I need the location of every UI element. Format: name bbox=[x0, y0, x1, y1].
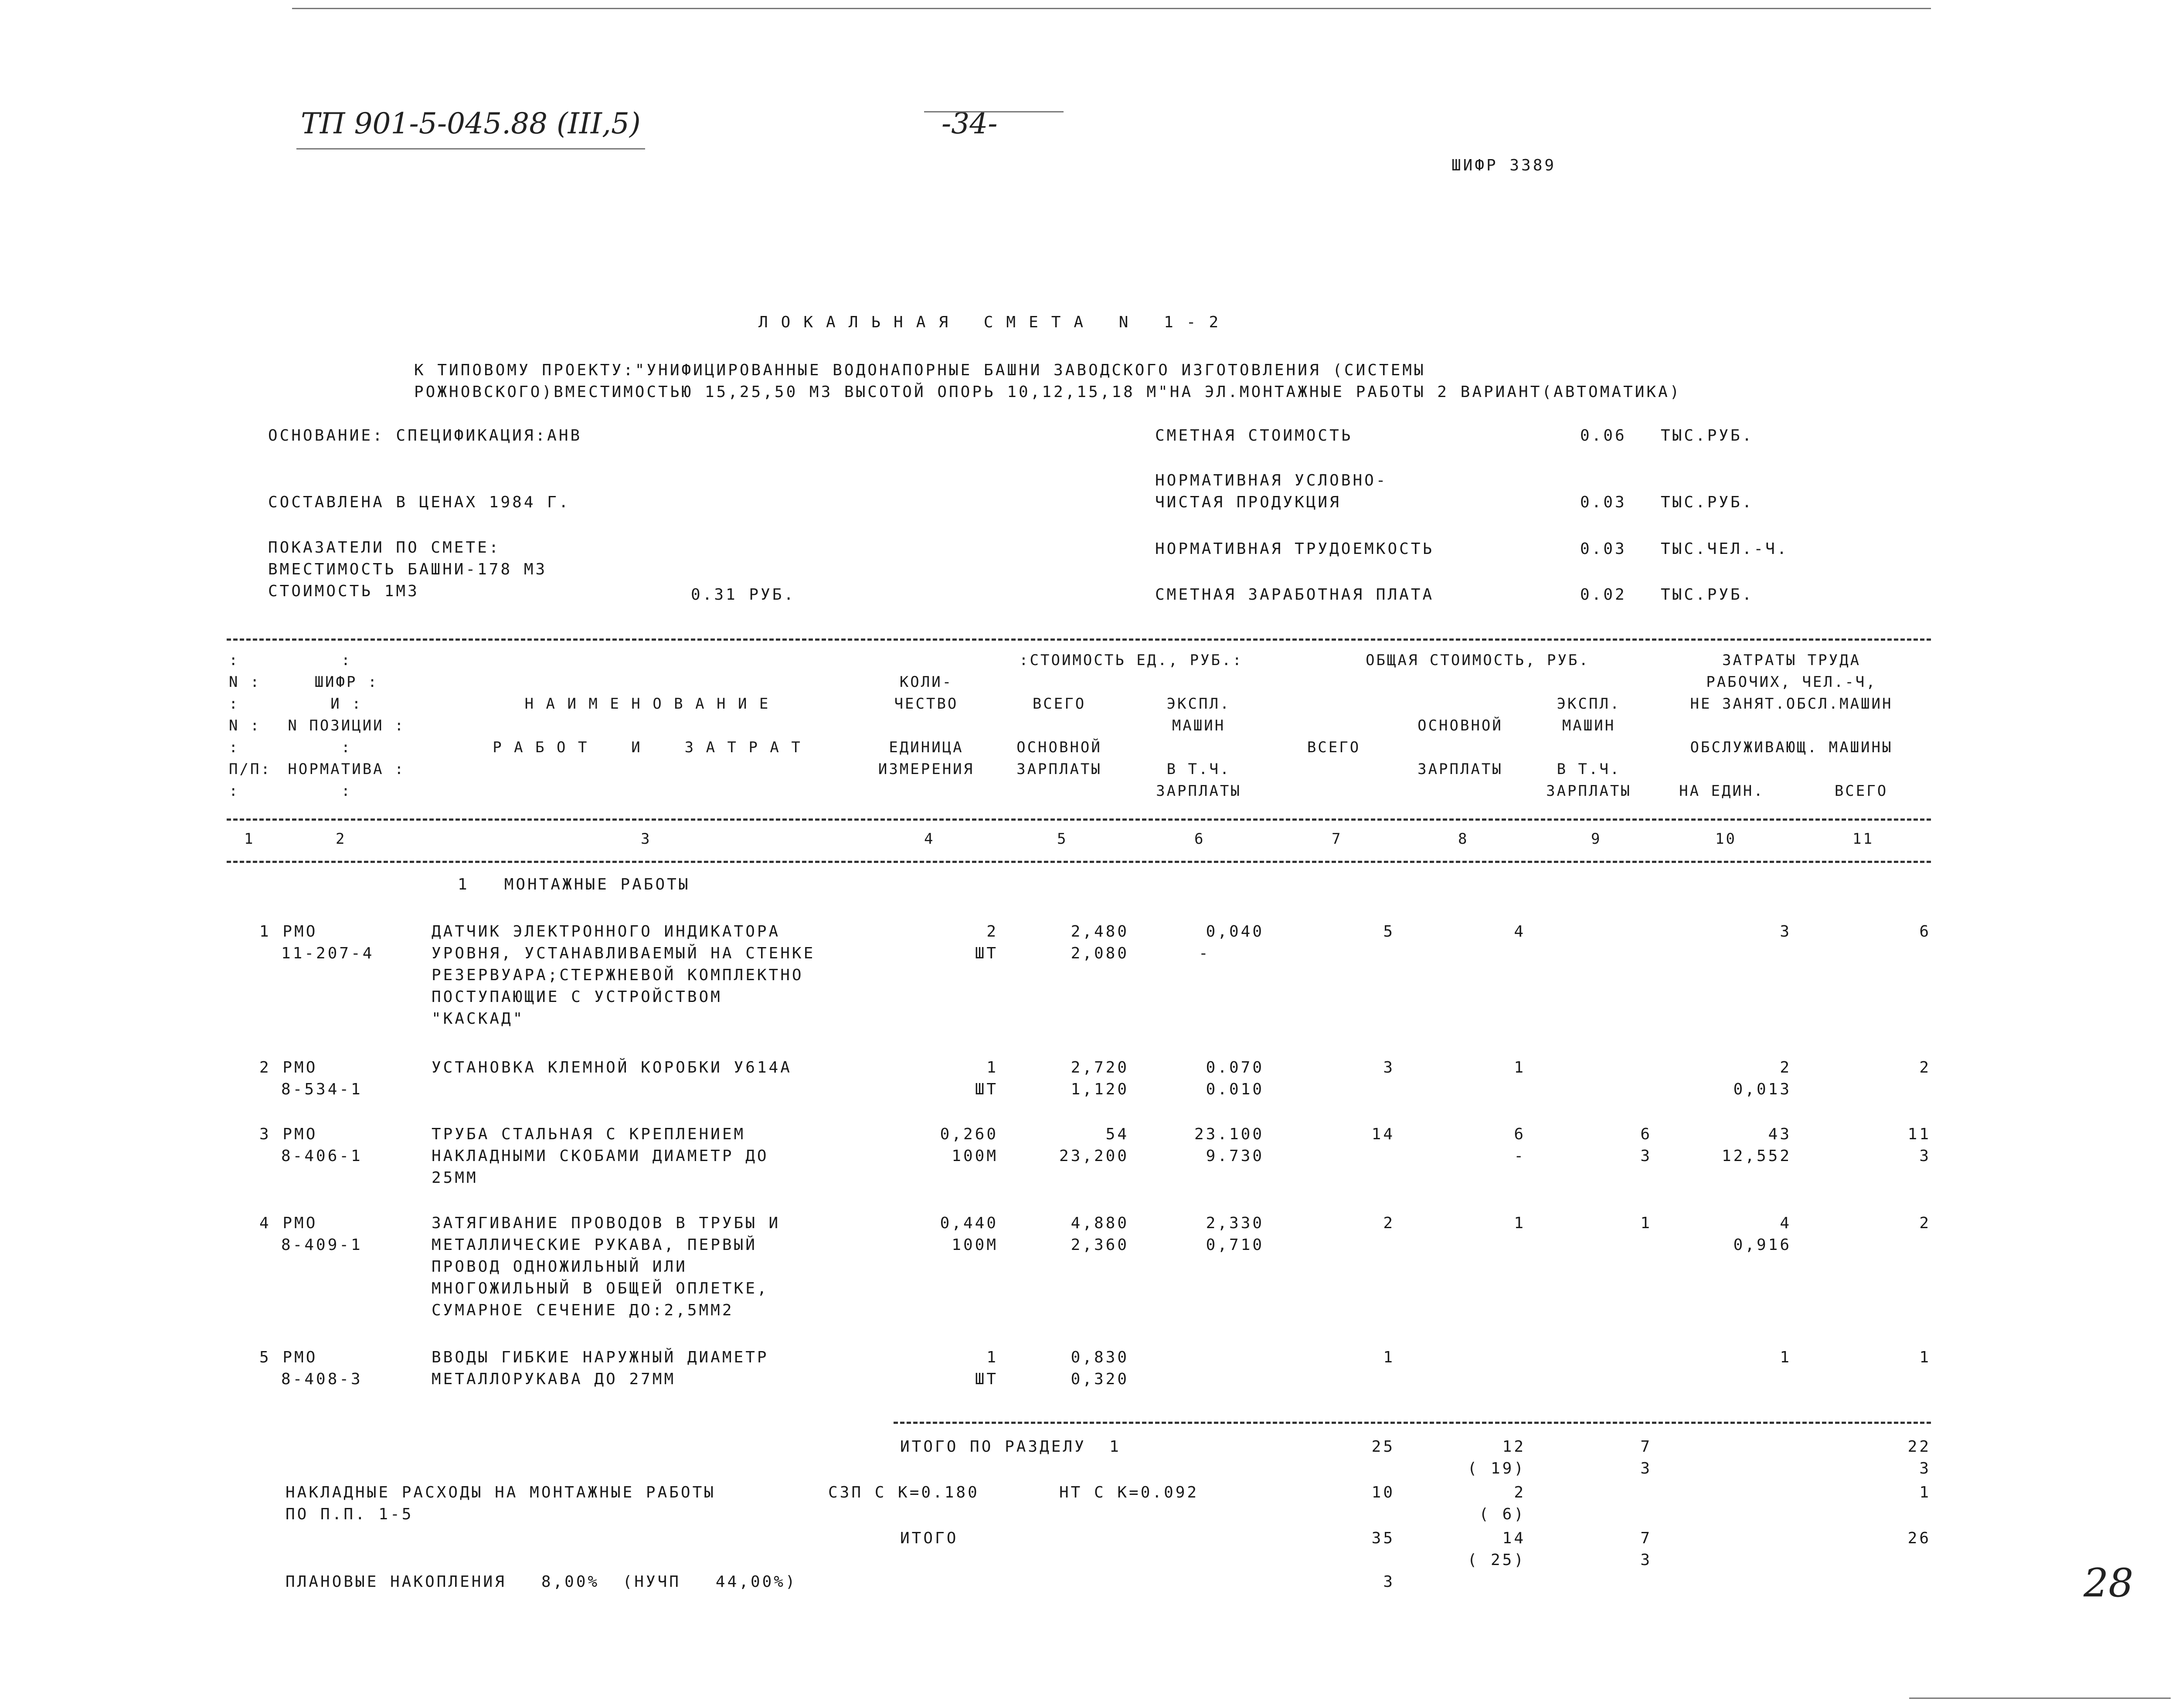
section-total-c7: 25 bbox=[1371, 1438, 1395, 1456]
cell-c11a: 11 bbox=[1907, 1125, 1931, 1143]
cell-c5b: 23,200 bbox=[1059, 1147, 1129, 1165]
cell-c6a: 0,040 bbox=[1206, 923, 1264, 941]
cost-per-m3-label: СТОИМОСТЬ 1М3 bbox=[268, 582, 419, 600]
cell-c5b: 2,080 bbox=[1071, 944, 1129, 962]
cell-c10a: 3 bbox=[1780, 923, 1791, 941]
row-name: УСТАНОВКА КЛЕМНОЙ КОРОБКИ У614А bbox=[432, 1059, 792, 1076]
cell-c8: 4 bbox=[1514, 923, 1526, 941]
row-qty: 2 bbox=[986, 923, 998, 941]
overhead-c8a: 2 bbox=[1514, 1484, 1526, 1501]
col-number: 9 bbox=[1591, 830, 1602, 848]
row-number: 2 РМО bbox=[259, 1059, 318, 1076]
cell-c5a: 54 bbox=[1105, 1125, 1129, 1143]
row-name: ТРУБА СТАЛЬНАЯ С КРЕПЛЕНИЕМ НАКЛАДНЫМИ СКОБАМИ ДИАМЕТР ДО 25ММ bbox=[432, 1125, 769, 1187]
summary-unit: ТЫС.ЧЕЛ.-Ч. bbox=[1661, 540, 1789, 558]
section-total-c8a: 12 bbox=[1502, 1438, 1526, 1456]
cell-c11a: 6 bbox=[1919, 923, 1931, 941]
header-col10: НА ЕДИН. bbox=[1679, 782, 1764, 800]
section-total-c9a: 7 bbox=[1640, 1438, 1652, 1456]
planned-savings-label: ПЛАНОВЫЕ НАКОПЛЕНИЯ 8,00% (НУЧП 44,00%) bbox=[286, 1573, 797, 1591]
cell-c11a: 1 bbox=[1919, 1348, 1931, 1366]
cell-c10a: 1 bbox=[1780, 1348, 1791, 1366]
col-number: 4 bbox=[924, 830, 935, 848]
cell-c5b: 0,320 bbox=[1071, 1370, 1129, 1388]
cell-c8: 1 bbox=[1514, 1059, 1526, 1076]
section-total-c8b: ( 19) bbox=[1467, 1460, 1526, 1477]
section-total-label: ИТОГО ПО РАЗДЕЛУ 1 bbox=[900, 1438, 1121, 1456]
page-number-overline bbox=[924, 111, 1064, 112]
indicators-title: ПОКАЗАТЕЛИ ПО СМЕТЕ: bbox=[268, 539, 501, 557]
cell-c7: 2 bbox=[1383, 1214, 1395, 1232]
row-number: 3 РМО bbox=[259, 1125, 318, 1143]
cell-c6b: - bbox=[1199, 944, 1210, 962]
header-col5: ВСЕГО ОСНОВНОЙ ЗАРПЛАТЫ bbox=[1016, 695, 1102, 778]
cell-c11a: 2 bbox=[1919, 1059, 1931, 1076]
page-number: -34- bbox=[942, 107, 998, 140]
col-number: 6 bbox=[1194, 830, 1205, 848]
cell-c11b: 3 bbox=[1919, 1147, 1931, 1165]
col-number: 11 bbox=[1852, 830, 1874, 848]
section-total-c11b: 3 bbox=[1919, 1460, 1931, 1477]
cost-per-m3-value: 0.31 РУБ. bbox=[691, 586, 796, 604]
row-code: 8-406-1 bbox=[281, 1147, 363, 1165]
cell-c6b: 9.730 bbox=[1206, 1147, 1264, 1165]
header-col56-group: :СТОИМОСТЬ ЕД., РУБ.: bbox=[1019, 652, 1243, 669]
cell-c10b: 0,916 bbox=[1733, 1236, 1791, 1254]
cell-c10b: 12,552 bbox=[1721, 1147, 1791, 1165]
summary-value: 0.03 bbox=[1580, 540, 1627, 558]
cell-c9b: 3 bbox=[1640, 1147, 1652, 1165]
summary-label: НОРМАТИВНАЯ УСЛОВНО- ЧИСТАЯ ПРОДУКЦИЯ bbox=[1155, 472, 1388, 511]
planned-savings-c7: 3 bbox=[1383, 1573, 1395, 1591]
col-numbers-bottom-rule bbox=[227, 861, 1931, 863]
col-number: 1 bbox=[244, 830, 255, 848]
row-qty: 1 bbox=[986, 1059, 998, 1076]
section-total-c9b: 3 bbox=[1640, 1460, 1652, 1477]
cell-c8: 6 bbox=[1514, 1125, 1526, 1143]
row-unit: ШТ bbox=[975, 1080, 998, 1098]
overhead-coef-2: НТ С К=0.092 bbox=[1059, 1484, 1199, 1501]
header-col1: : N : : N : : П/П: : bbox=[229, 652, 272, 800]
col-number: 7 bbox=[1332, 830, 1343, 848]
header-col7: ВСЕГО bbox=[1307, 739, 1361, 756]
col-number: 8 bbox=[1458, 830, 1469, 848]
overhead-c11: 1 bbox=[1919, 1484, 1931, 1501]
header-col11: ВСЕГО bbox=[1834, 782, 1888, 800]
summary-unit: ТЫС.РУБ. bbox=[1661, 586, 1754, 604]
cell-c7: 1 bbox=[1383, 1348, 1395, 1366]
col-number: 2 bbox=[336, 830, 347, 848]
cell-c5b: 2,360 bbox=[1071, 1236, 1129, 1254]
basis-text: ОСНОВАНИЕ: СПЕЦИФИКАЦИЯ:АНВ bbox=[268, 427, 582, 445]
row-qty: 0,440 bbox=[940, 1214, 998, 1232]
cell-c10a: 2 bbox=[1780, 1059, 1791, 1076]
cell-c9a: 1 bbox=[1640, 1214, 1652, 1232]
header-col9: ЭКСПЛ. МАШИН В Т.Ч. ЗАРПЛАТЫ bbox=[1546, 695, 1632, 800]
cell-c7: 14 bbox=[1371, 1125, 1395, 1143]
summary-label: СМЕТНАЯ ЗАРАБОТНАЯ ПЛАТА bbox=[1155, 586, 1434, 604]
col-number: 3 bbox=[641, 830, 652, 848]
summary-label: СМЕТНАЯ СТОИМОСТЬ bbox=[1155, 427, 1353, 445]
row-name: ЗАТЯГИВАНИЕ ПРОВОДОВ В ТРУБЫ И МЕТАЛЛИЧЕСКИЕ РУКАВА, ПЕРВЫЙ ПРОВОД ОДНОЖИЛЬНЫЙ ИЛИ МНОГОЖИЛЬНЫЙ В ОБЩЕЙ ОПЛЕТКЕ, СУМАРНОЕ СЕЧЕНИЕ ДО:2,5ММ2 bbox=[432, 1214, 781, 1319]
summary-unit: ТЫС.РУБ. bbox=[1661, 427, 1754, 445]
prices-year-text: СОСТАВЛЕНА В ЦЕНАХ 1984 Г. bbox=[268, 493, 571, 511]
section-title: 1 МОНТАЖНЫЕ РАБОТЫ bbox=[458, 876, 690, 893]
total-label: ИТОГО bbox=[900, 1529, 959, 1547]
cell-c5a: 0,830 bbox=[1071, 1348, 1129, 1366]
totals-rule bbox=[894, 1422, 1931, 1424]
overhead-c7: 10 bbox=[1371, 1484, 1395, 1501]
cell-c6b: 0,710 bbox=[1206, 1236, 1264, 1254]
row-code: 8-409-1 bbox=[281, 1236, 363, 1254]
capacity-text: ВМЕСТИМОСТЬ БАШНИ-178 М3 bbox=[268, 560, 547, 578]
row-unit: ШТ bbox=[975, 944, 998, 962]
row-unit: ШТ bbox=[975, 1370, 998, 1388]
row-name: ДАТЧИК ЭЛЕКТРОННОГО ИНДИКАТОРА УРОВНЯ, УСТАНАВЛИВАЕМЫЙ НА СТЕНКЕ РЕЗЕРВУАРА;СТЕРЖНЕВОЙ КОМПЛЕКТНО ПОСТУПАЮЩИЕ С УСТРОЙСТВОМ "КАСКАД" bbox=[432, 923, 816, 1028]
row-name: ВВОДЫ ГИБКИЕ НАРУЖНЫЙ ДИАМЕТР МЕТАЛЛОРУКАВА ДО 27ММ bbox=[432, 1348, 769, 1388]
cell-c5b: 1,120 bbox=[1071, 1080, 1129, 1098]
cell-c8b: - bbox=[1514, 1147, 1526, 1165]
overhead-label-2: ПО П.П. 1-5 bbox=[286, 1505, 414, 1523]
estimate-title: ЛОКАЛЬНАЯ СМЕТА N 1-2 bbox=[758, 313, 1232, 331]
overhead-coef-1: СЗП С К=0.180 bbox=[828, 1484, 979, 1501]
cell-c7: 5 bbox=[1383, 923, 1395, 941]
total-c9a: 7 bbox=[1640, 1529, 1652, 1547]
overhead-c8b: ( 6) bbox=[1479, 1505, 1526, 1523]
margin-note: 28 bbox=[2084, 1560, 2134, 1606]
cell-c9a: 6 bbox=[1640, 1125, 1652, 1143]
total-c8b: ( 25) bbox=[1467, 1551, 1526, 1569]
total-c8a: 14 bbox=[1502, 1529, 1526, 1547]
total-c9b: 3 bbox=[1640, 1551, 1652, 1569]
cell-c11a: 2 bbox=[1919, 1214, 1931, 1232]
section-total-c11a: 22 bbox=[1907, 1438, 1931, 1456]
header-col79-group: ОБЩАЯ СТОИМОСТЬ, РУБ. bbox=[1366, 652, 1590, 669]
project-line-2: РОЖНОВСКОГО)ВМЕСТИМОСТЬЮ 15,25,50 М3 ВЫСОТОЙ ОПОРЬ 10,12,15,18 М"НА ЭЛ.МОНТАЖНЫЕ РАБОТЫ 2 ВАРИАНТ(АВТОМАТИКА) bbox=[414, 383, 1682, 401]
total-c7: 35 bbox=[1371, 1529, 1395, 1547]
row-number: 5 РМО bbox=[259, 1348, 318, 1366]
top-border-line bbox=[292, 8, 1931, 9]
col-number: 5 bbox=[1057, 830, 1068, 848]
row-unit: 100М bbox=[952, 1147, 998, 1165]
cell-c10b: 0,013 bbox=[1733, 1080, 1791, 1098]
cell-c6a: 23.100 bbox=[1194, 1125, 1264, 1143]
cell-c5a: 2,720 bbox=[1071, 1059, 1129, 1076]
cell-c8: 1 bbox=[1514, 1214, 1526, 1232]
row-qty: 0,260 bbox=[940, 1125, 998, 1143]
summary-label: НОРМАТИВНАЯ ТРУДОЕМКОСТЬ bbox=[1155, 540, 1434, 558]
header-col4: КОЛИ- ЧЕСТВО ЕДИНИЦА ИЗМЕРЕНИЯ bbox=[878, 673, 975, 778]
total-c11: 26 bbox=[1907, 1529, 1931, 1547]
cell-c6a: 2,330 bbox=[1206, 1214, 1264, 1232]
header-col6: ЭКСПЛ. МАШИН В Т.Ч. ЗАРПЛАТЫ bbox=[1156, 695, 1241, 800]
row-unit: 100М bbox=[952, 1236, 998, 1254]
overhead-label-1: НАКЛАДНЫЕ РАСХОДЫ НА МОНТАЖНЫЕ РАБОТЫ bbox=[286, 1484, 716, 1501]
row-code: 8-534-1 bbox=[281, 1080, 363, 1098]
project-line-1: К ТИПОВОМУ ПРОЕКТУ:"УНИФИЦИРОВАННЫЕ ВОДОНАПОРНЫЕ БАШНИ ЗАВОДСКОГО ИЗГОТОВЛЕНИЯ (СИСТЕМЫ bbox=[414, 361, 1426, 379]
header-col3: Н А И М Е Н О В А Н И Е Р А Б О Т И З А Т Р А Т bbox=[493, 695, 802, 756]
summary-value: 0.06 bbox=[1580, 427, 1627, 445]
cell-c10a: 4 bbox=[1780, 1214, 1791, 1232]
col-number: 10 bbox=[1715, 830, 1737, 848]
doc-code-underline bbox=[296, 148, 645, 149]
cipher-code: ШИФР 3389 bbox=[1451, 156, 1557, 174]
header-bottom-rule bbox=[227, 818, 1931, 821]
table-top-rule bbox=[227, 638, 1931, 641]
row-code: 8-408-3 bbox=[281, 1370, 363, 1388]
header-col1011-sub: ОБСЛУЖИВАЮЩ. МАШИНЫ bbox=[1690, 739, 1893, 756]
row-number: 1 РМО bbox=[259, 923, 318, 941]
header-col2: : ШИФР : И : N ПОЗИЦИИ : : НОРМАТИВА : : bbox=[288, 652, 405, 800]
row-qty: 1 bbox=[986, 1348, 998, 1366]
row-number: 4 РМО bbox=[259, 1214, 318, 1232]
summary-value: 0.03 bbox=[1580, 493, 1627, 511]
bottom-border-line bbox=[1909, 1698, 2171, 1699]
cell-c10a: 43 bbox=[1768, 1125, 1791, 1143]
cell-c6a: 0.070 bbox=[1206, 1059, 1264, 1076]
header-col1011-group: ЗАТРАТЫ ТРУДА РАБОЧИХ, ЧЕЛ.-Ч, НЕ ЗАНЯТ.ОБСЛ.МАШИН bbox=[1690, 652, 1893, 713]
row-code: 11-207-4 bbox=[281, 944, 374, 962]
summary-unit: ТЫС.РУБ. bbox=[1661, 493, 1754, 511]
cell-c7: 3 bbox=[1383, 1059, 1395, 1076]
handwritten-doc-code: ТП 901-5-045.88 (III,5) bbox=[301, 107, 641, 140]
cell-c5a: 4,880 bbox=[1071, 1214, 1129, 1232]
summary-value: 0.02 bbox=[1580, 586, 1627, 604]
header-col8: ОСНОВНОЙ ЗАРПЛАТЫ bbox=[1417, 717, 1503, 778]
cell-c6b: 0.010 bbox=[1206, 1080, 1264, 1098]
cell-c5a: 2,480 bbox=[1071, 923, 1129, 941]
